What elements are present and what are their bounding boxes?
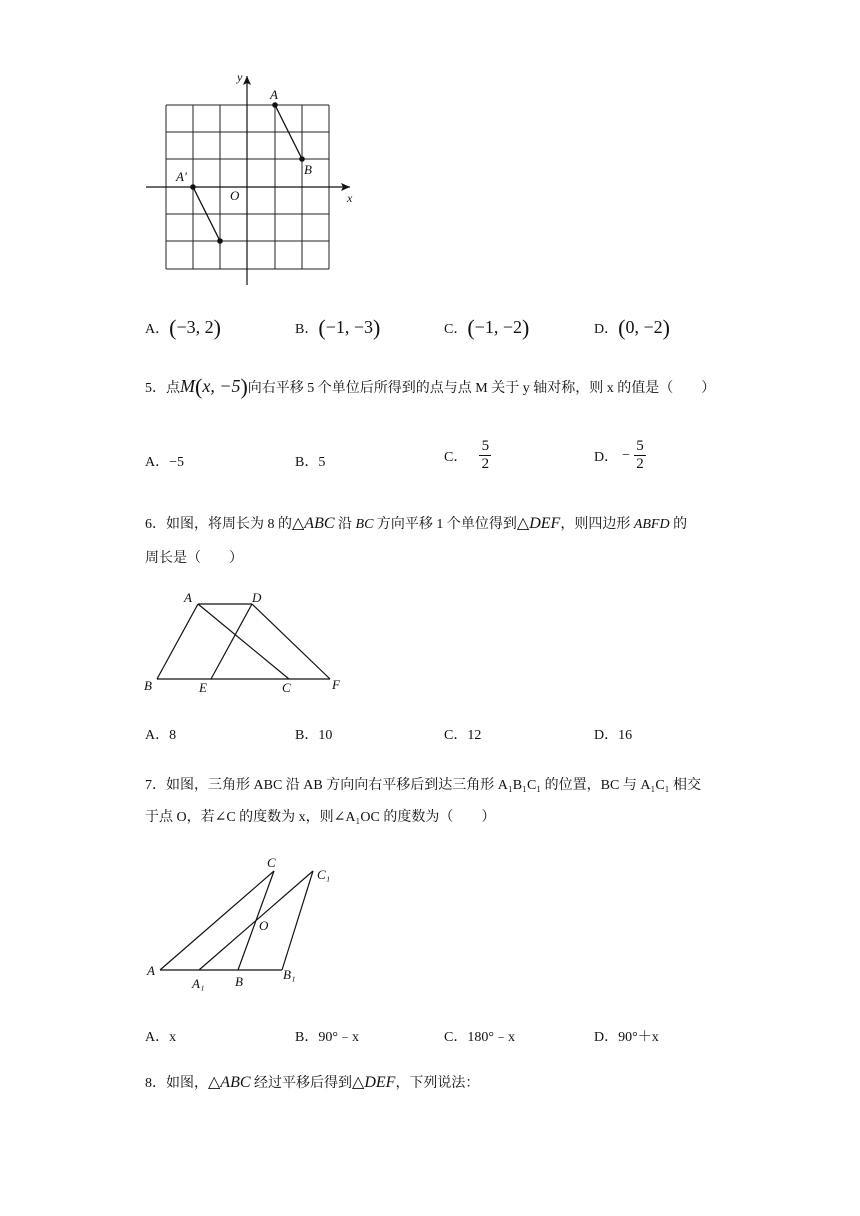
q6-option-d: D．16 xyxy=(594,728,633,743)
q7-option-c: C．180°﹣x xyxy=(444,1030,515,1045)
y-label: y xyxy=(237,70,243,84)
q8-stem: 8．如图，△ABC 经过平移后得到△DEF，下列说法： xyxy=(145,1074,480,1091)
q7-option-a: A．x xyxy=(145,1030,177,1045)
q6-stem-line1: 6．如图，将周长为 8 的△ABC 沿 BC 方向平移 1 个单位得到△DEF，则四边形 ABFD 的 xyxy=(145,515,688,532)
point-a xyxy=(272,102,278,108)
x-label: x xyxy=(347,191,353,205)
label-b: B xyxy=(304,162,312,177)
label-a: A xyxy=(270,87,278,102)
option-text: −1, −2 xyxy=(474,317,522,337)
option-label: B． xyxy=(295,322,319,337)
label-c: C xyxy=(282,680,291,695)
label-b: B xyxy=(235,974,243,989)
q6-stem-line2: 周长是（ ） xyxy=(145,551,243,566)
q7-stem-line2: 于点 O，若∠C 的度数为 x，则∠A₁OC 的度数为（ ） xyxy=(145,810,496,825)
option-text: −3, 2 xyxy=(176,317,214,337)
label-b: B xyxy=(144,678,152,693)
option-label: D． xyxy=(594,322,619,337)
q5-option-c: C． $\frac{5}{2}$ xyxy=(444,438,491,473)
label-a: A xyxy=(184,590,192,605)
label-c: C xyxy=(267,855,276,870)
q7-stem-line1: 7．如图，三角形 ABC 沿 AB 方向向右平移后到达三角形 A₁B₁C₁ 的位置，BC 与 A₁C₁ 相交 xyxy=(145,778,702,793)
label-d: D xyxy=(252,590,262,605)
label-a-prime: A' xyxy=(176,169,187,184)
option-label: C． xyxy=(444,322,468,337)
fraction: $\frac{5}{2}$ xyxy=(634,438,646,473)
option-text: 0, −2 xyxy=(625,317,663,337)
q5-option-d: D． − $\frac{5}{2}$ xyxy=(594,438,646,473)
q7-option-d: D．90°＋x xyxy=(594,1030,659,1045)
q6-option-a: A．8 xyxy=(145,728,177,743)
q4-option-b: B．(−1, −3) xyxy=(295,315,381,340)
q6-option-b: B．10 xyxy=(295,728,333,743)
q4-option-d: D．(0, −2) xyxy=(594,315,670,340)
q7-figure xyxy=(140,850,350,1000)
q7-option-b: B．90°﹣x xyxy=(295,1030,359,1045)
fraction: $\frac{5}{2}$ xyxy=(479,438,491,473)
label-o: O xyxy=(259,918,269,933)
label-f: F xyxy=(332,677,340,692)
q6-option-c: C．12 xyxy=(444,728,482,743)
origin-label: O xyxy=(230,188,240,203)
label-c1: C₁ xyxy=(317,867,331,882)
option-text: −1, −3 xyxy=(325,317,373,337)
q4-option-a: A．(−3, 2) xyxy=(145,315,221,340)
q4-option-c: C．(−1, −2) xyxy=(444,315,530,340)
q5-option-b: B．5 xyxy=(295,455,326,470)
label-a: A xyxy=(147,963,155,978)
q5-option-a: A．−5 xyxy=(145,455,185,470)
q6-figure xyxy=(140,588,350,698)
point-b-prime xyxy=(217,238,223,244)
label-b1: B₁ xyxy=(283,967,296,982)
q5-stem: 5．点M(x, −5)向右平移 5 个单位后所得到的点与点 M 关于 y 轴对称，则 x 的值是（ ） xyxy=(145,374,716,399)
label-a1: A₁ xyxy=(192,976,205,991)
point-a-prime xyxy=(190,184,196,190)
label-e: E xyxy=(199,680,207,695)
point-b xyxy=(299,156,305,162)
option-label: A． xyxy=(145,322,170,337)
q4-grid-figure xyxy=(140,70,370,290)
